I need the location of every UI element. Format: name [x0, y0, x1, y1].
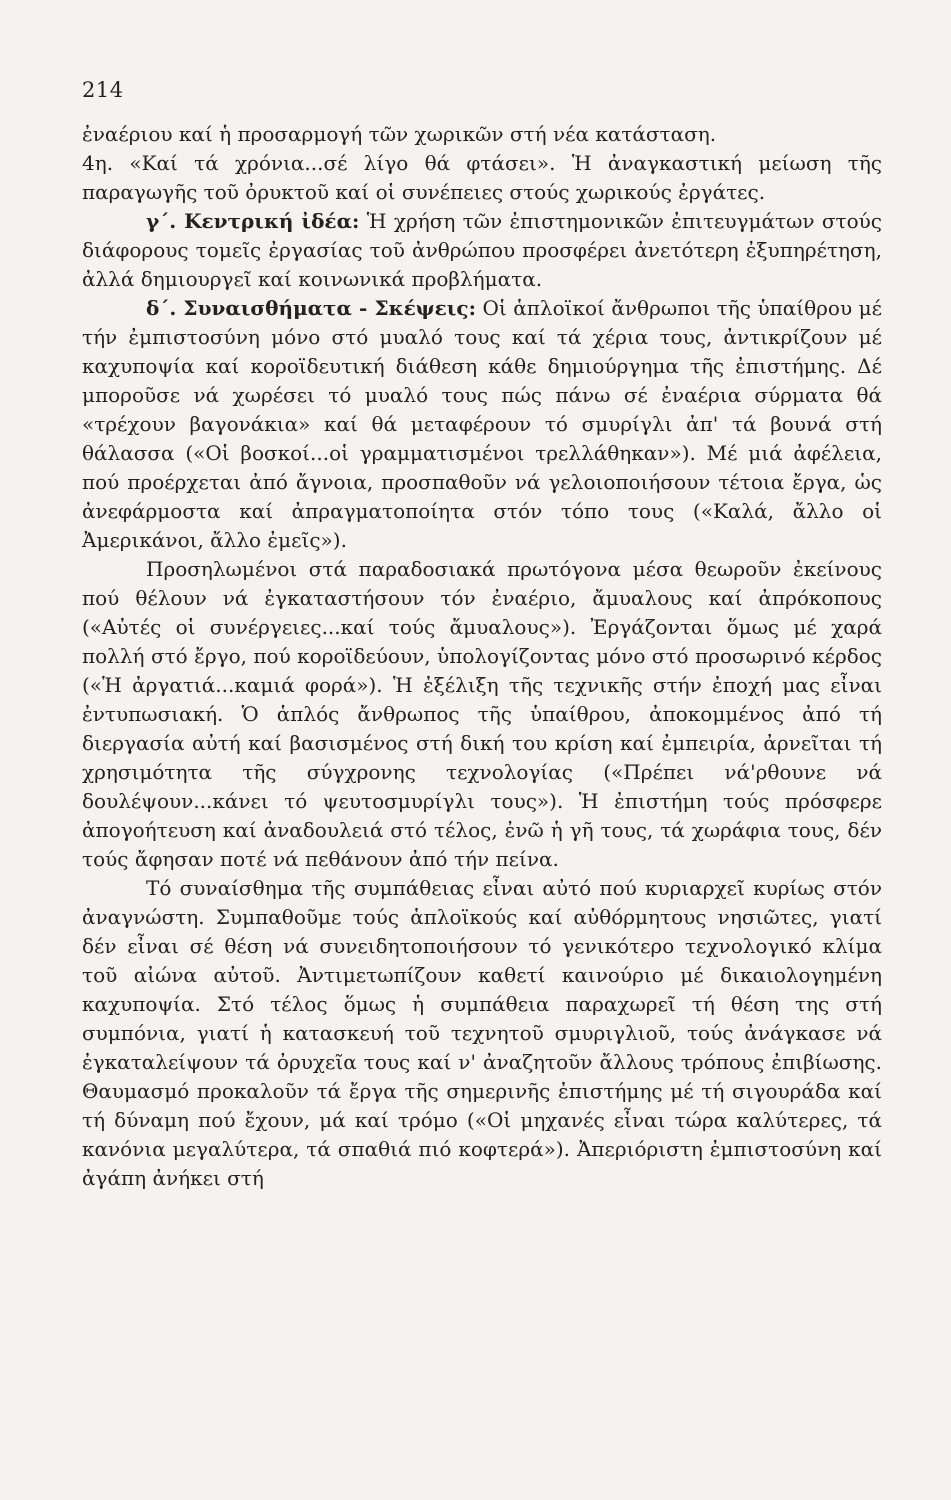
- paragraph-1-text: ἐναέριου καί ἡ προσαρμογή τῶν χωρικῶν στή νέα κατάσταση.: [82, 122, 717, 146]
- paragraph-4-text: Οἱ ἁπλοϊκοί ἄνθρωποι τῆς ὑπαίθρου μέ τήν ἐμπιστοσύνη μόνο στό μυαλό τους καί τά χέρια τους, ἀντικρίζουν μέ καχυποψία καί κοροϊδευτική διάθεση κάθε δημιούργημα τῆς ἐπιστήμης. Δέ μποροῦσε νά χωρέσει τό μυαλό τους πώς πάνω σέ ἐναέρια σύρματα θά «τρέχουν βαγονάκια» καί θά μεταφέρουν τό σμυρίγλι ἀπ' τά βουνά στή θάλασσα («Οἱ βοσκοί...οἱ γραμματισμένοι τρελλάθηκαν»). Μέ μιά ἀφέλεια, πού προέρχεται ἀπό ἄγνοια, προσπαθοῦν νά γελοιοποιήσουν τέτοια ἔργα, ὡς ἀνεφάρμοστα καί ἀπραγματοποίητα στόν τόπο τους («Καλά, ἄλλο οἱ Ἀμερικάνοι, ἄλλο ἐμεῖς»).: [82, 296, 882, 552]
- paragraph-5-text: Προσηλωμένοι στά παραδοσιακά πρωτόγονα μέσα θεωροῦν ἐκείνους πού θέλουν νά ἐγκαταστήσουν τόν ἐναέριο, ἄμυαλους καί ἀπρόκοπους («Αὐτές οἱ συνέργειες...καί τούς ἄμυαλους»). Ἐργάζονται ὅμως μέ χαρά πολλή στό ἔργο, πού κοροϊδεύουν, ὑπολογίζοντας μόνο στό προσωρινό κέρδος («Ἡ ἀργατιά...καμιά φορά»). Ἡ ἐξέλιξη τῆς τεχνικῆς στήν ἐποχή μας εἶναι ἐντυπωσιακή. Ὁ ἁπλός ἄνθρωπος τῆς ὑπαίθρου, ἀποκομμένος ἀπό τή διεργασία αὐτή καί βασισμένος στή δική του κρίση καί ἐμπειρία, ἀρνεῖται τή χρησιμότητα τῆς σύγχρονης τεχνολογίας («Πρέπει νά'ρθουνε νά δουλέψουν...κάνει τό ψευτοσμυρίγλι τους»). Ἡ ἐπιστήμη τούς πρόσφερε ἀπογοήτευση καί ἀναδουλειά στό τέλος, ἐνῶ ἡ γῆ τους, τά χωράφια τους, δέν τούς ἄφησαν ποτέ νά πεθάνουν ἀπό τήν πείνα.: [82, 557, 882, 871]
- paragraph-6: [82, 874, 882, 1193]
- section-heading-central-idea: γ΄. Κεντρική ἰδέα:: [146, 209, 360, 233]
- paragraph-5: [82, 555, 882, 874]
- paragraph-1: [82, 120, 882, 149]
- paragraph-2-text: 4η. «Καί τά χρόνια...σέ λίγο θά φτάσει». Ἡ ἀναγκαστική μείωση τῆς παραγωγῆς τοῦ ὀρυκτοῦ καί οἱ συνέπειες στούς χωρικούς ἐργάτες.: [82, 151, 882, 204]
- paragraph-3-text: Ἡ χρήση τῶν ἐπιστημονικῶν ἐπιτευγμάτων στούς διάφορους τομεῖς ἐργασίας τοῦ ἀνθρώπου προσφέρει ἀνετότερη ἐξυπηρέτηση, ἀλλά δημιουργεῖ καί κοινωνικά προβλήματα.: [82, 209, 882, 291]
- book-page: [82, 70, 882, 1480]
- paragraph-4: [82, 294, 882, 555]
- paragraph-2: [82, 149, 882, 207]
- page-body-text: [82, 120, 882, 1193]
- section-heading-feelings-thoughts: δ΄. Συναισθήματα - Σκέψεις:: [146, 296, 476, 320]
- paragraph-6-text: Τό συναίσθημα τῆς συμπάθειας εἶναι αὐτό πού κυριαρχεῖ κυρίως στόν ἀναγνώστη. Συμπαθοῦμε τούς ἁπλοϊκούς καί αὐθόρμητους νησιῶτες, γιατί δέν εἶναι σέ θέση νά συνειδητοποιήσουν τό γενικότερο τεχνολογικό κλίμα τοῦ αἰώνα αὐτοῦ. Ἀντιμετωπίζουν καθετί καινούριο μέ δικαιολογημένη καχυποψία. Στό τέλος ὅμως ἡ συμπάθεια παραχωρεῖ τή θέση της στή συμπόνια, γιατί ἡ κατασκευή τοῦ τεχνητοῦ σμυριγλιοῦ, τούς ἀνάγκασε νά ἐγκαταλείψουν τά ὀρυχεῖα τους καί ν' ἀναζητοῦν ἄλλους τρόπους ἐπιβίωσης. Θαυμασμό προκαλοῦν τά ἔργα τῆς σημερινῆς ἐπιστήμης μέ τή σιγουράδα καί τή δύναμη πού ἔχουν, μά καί τρόμο («Οἱ μηχανές εἶναι τώρα καλύτερες, τά κανόνια μεγαλύτερα, τά σπαθιά πιό κοφτερά»). Ἀπεριόριστη ἐμπιστοσύνη καί ἀγάπη ἀνήκει στή: [82, 876, 882, 1190]
- paragraph-3: [82, 207, 882, 294]
- page-number: 214: [82, 78, 124, 102]
